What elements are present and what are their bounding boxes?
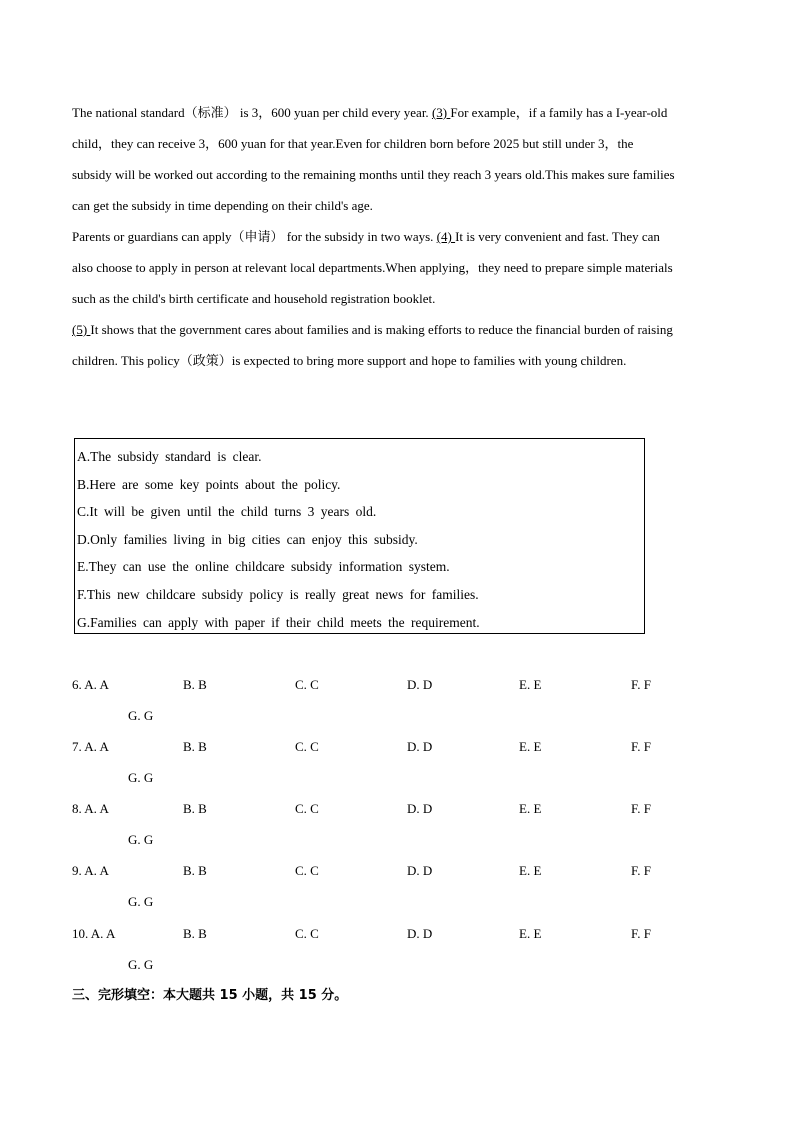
choice-a[interactable]: 9. A. A: [72, 863, 109, 878]
options-box: [74, 438, 645, 634]
option-g: G.Families can apply with paper if their child meets the requirement.: [77, 614, 480, 630]
question-8: [72, 793, 722, 855]
choice-b[interactable]: B. B: [183, 801, 207, 816]
choice-g[interactable]: G. G: [128, 770, 154, 785]
choice-f[interactable]: F. F: [631, 739, 651, 754]
passage-line: Parents or guardians can apply（申请） for the subsidy in two ways. (4) It is very convenient and fast. They can: [72, 229, 660, 244]
passage-line: child，they can receive 3，600 yuan for that year.Even for children born before 2025 but still under 3，the: [72, 136, 634, 151]
paragraph-1: [72, 97, 722, 221]
reading-passage: [72, 97, 722, 376]
passage-line: The national standard（标准） is 3，600 yuan per child every year. (3) For example，if a family has a I-year-old: [72, 105, 668, 120]
choice-c[interactable]: C. C: [295, 739, 319, 754]
choice-f[interactable]: F. F: [631, 677, 651, 692]
choice-d[interactable]: D. D: [407, 863, 433, 878]
option-d: D.Only families living in big cities can enjoy this subsidy.: [77, 531, 418, 547]
passage-line: (5) It shows that the government cares about families and is making efforts to reduce the financial burden of raising: [72, 322, 673, 337]
choice-f[interactable]: F. F: [631, 801, 651, 816]
paragraph-3: [72, 314, 722, 376]
choice-a[interactable]: 8. A. A: [72, 801, 109, 816]
option-e: E.They can use the online childcare subsidy information system.: [77, 559, 450, 575]
choice-d[interactable]: D. D: [407, 739, 433, 754]
choice-d[interactable]: D. D: [407, 677, 433, 692]
choice-e[interactable]: E. E: [519, 801, 542, 816]
passage-line: subsidy will be worked out according to the remaining months until they reach 3 years old.This makes sure families: [72, 167, 675, 182]
option-f: F.This new childcare subsidy policy is really great news for families.: [77, 586, 479, 602]
choice-e[interactable]: E. E: [519, 677, 542, 692]
blank-4: (4): [436, 229, 456, 244]
blank-5: (5): [72, 322, 91, 337]
choice-g[interactable]: G. G: [128, 957, 154, 972]
choice-c[interactable]: C. C: [295, 677, 319, 692]
option-c: C.It will be given until the child turns 3 years old.: [77, 504, 377, 520]
choice-b[interactable]: B. B: [183, 677, 207, 692]
question-6: [72, 669, 722, 731]
choice-a[interactable]: 6. A. A: [72, 677, 109, 692]
choice-f[interactable]: F. F: [631, 926, 651, 941]
choice-e[interactable]: E. E: [519, 739, 542, 754]
question-9: [72, 855, 722, 917]
question-10: [72, 918, 722, 980]
blank-3: (3): [431, 105, 451, 120]
choice-d[interactable]: D. D: [407, 926, 433, 941]
question-7: [72, 731, 722, 793]
choice-e[interactable]: E. E: [519, 926, 542, 941]
passage-line: also choose to apply in person at relevant local departments.When applying，they need to prepare simple materials: [72, 260, 673, 275]
choice-e[interactable]: E. E: [519, 863, 542, 878]
choice-b[interactable]: B. B: [183, 863, 207, 878]
choice-g[interactable]: G. G: [128, 894, 154, 909]
passage-line: children. This policy（政策）is expected to bring more support and hope to families with young children.: [72, 353, 627, 368]
choice-c[interactable]: C. C: [295, 926, 319, 941]
choice-g[interactable]: G. G: [128, 832, 154, 847]
choice-g[interactable]: G. G: [128, 708, 154, 723]
choice-c[interactable]: C. C: [295, 801, 319, 816]
option-b: B.Here are some key points about the policy.: [77, 476, 341, 492]
passage-line: such as the child's birth certificate and household registration booklet.: [72, 291, 436, 306]
choice-b[interactable]: B. B: [183, 739, 207, 754]
choice-a[interactable]: 7. A. A: [72, 739, 109, 754]
choice-c[interactable]: C. C: [295, 863, 319, 878]
option-a: A.The subsidy standard is clear.: [77, 449, 262, 464]
choice-d[interactable]: D. D: [407, 801, 433, 816]
choice-f[interactable]: F. F: [631, 863, 651, 878]
section-title: 三、完形填空：本大题共 15 小题，共 15 分。: [72, 988, 348, 1003]
paragraph-2: [72, 221, 722, 314]
choice-a[interactable]: 10. A. A: [72, 926, 116, 941]
choice-b[interactable]: B. B: [183, 926, 207, 941]
passage-line: can get the subsidy in time depending on their child's age.: [72, 198, 373, 213]
